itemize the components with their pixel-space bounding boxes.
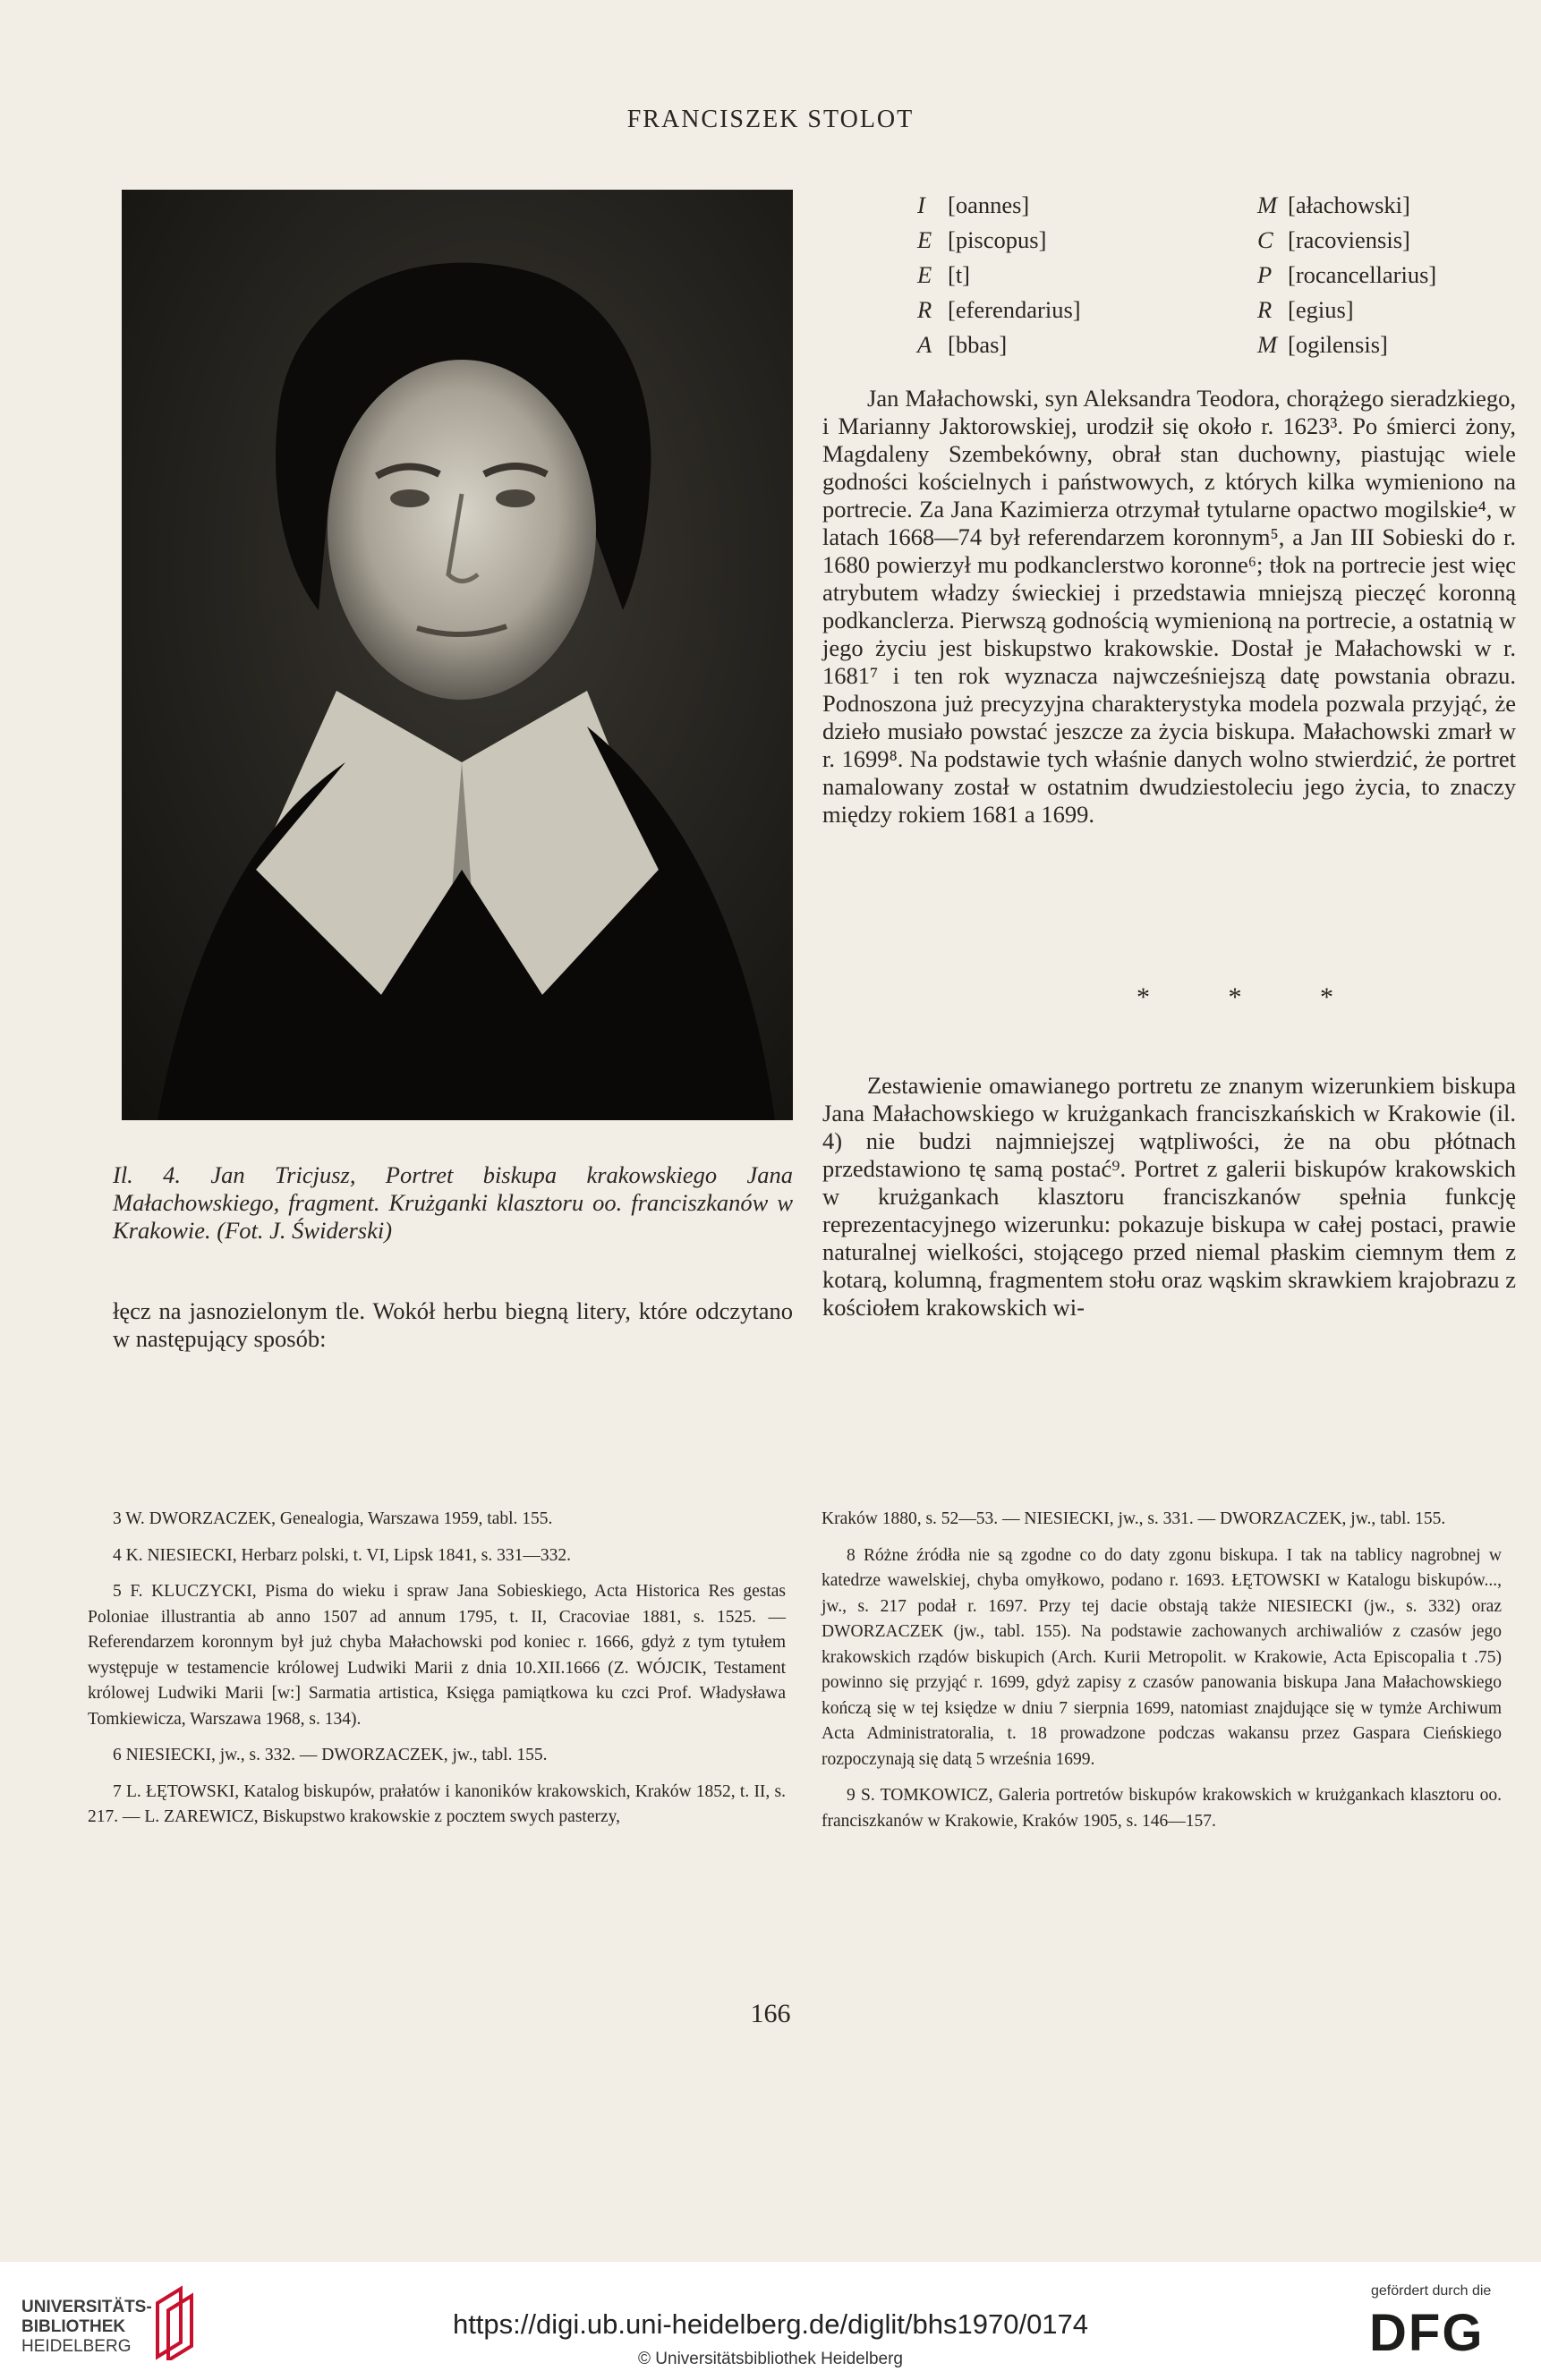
latin-expansion: [oannes] — [948, 191, 1030, 218]
latin-line — [1257, 223, 1436, 258]
section-separator: * * * — [1137, 982, 1369, 1012]
latin-expansion: [piscopus] — [948, 226, 1047, 253]
latin-initial: E — [917, 226, 932, 253]
latin-initial: R — [917, 296, 932, 323]
running-header: FRANCISZEK STOLOT — [626, 106, 915, 133]
funding-note: gefördert durch die — [1371, 2283, 1492, 2299]
latin-line — [1257, 188, 1436, 223]
latin-initial: A — [917, 331, 932, 358]
footnote: 5 F. KLUCZYCKI, Pisma do wieku i spraw Jana Sobieskiego, Acta Historica Res gestas Poloniae illustrantia ab anno 1507 ad annum 1795, t. II, Cracoviae 1881, s. 1525. — Referendarzem koronnym był już chyba Małachowski pod koniec r. 1666, gdyż z tym tytułem występuje w testamencie królowej Ludwiki Marii z dnia 10.XII.1666 (Z. WÓJCIK, Testament królowej Ludwiki Marii [w:] Sarmatia artistica, Księga pamiątkowa ku czci Prof. Władysława Tomkiewicza, Warszawa 1968, s. 134). — [88, 1582, 786, 1729]
body-paragraph: Jan Małachowski, syn Aleksandra Teodora, chorążego sieradzkiego, i Marianny Jaktorowskiej, urodził się około r. 1623³. Po śmierci żony, Magdaleny Szembekówny, obrał stan duchowny, piastując wiele godności kościelnych i państwowych, z których kilka wymieniono na portrecie. Za Jana Kazimierza otrzymał tytularne opactwo mogilskie⁴, w latach 1668—74 był referendarzem koronnym⁵, a Jan III Sobieski do r. 1680 powierzył mu podkanclerstwo koronne⁶; tłok na portrecie jest więc atrybutem władzy świeckiej i przedstawia mniejszą pieczęć koronną podkanclerza. Pierwszą godnością wymienioną na portrecie, a ostatnią w jego życiu jest biskupstwo krakowskie. Dostał je Małachowski w r. 1681⁷ i ten rok wyznacza najwcześniejszą datę powstania obrazu. Podnoszona już precyzyjna charakterystyka modela pozwala przyjąć, że dzieło musiało powstać jeszcze za życia biskupa. Małachowski zmarł w r. 1699⁸. Na podstawie tych właśnie danych wolno stwierdzić, że portret namalowany został w ostatnim dwudziestoleciu jego życia, to znaczy między rokiem 1681 a 1699. — [822, 385, 1516, 828]
latin-letters-left — [917, 188, 1081, 362]
latin-expansion: [t] — [948, 261, 971, 288]
footnote: 7 L. ŁĘTOWSKI, Katalog biskupów, prałatów i kanoników krakowskich, Kraków 1852, t. II, s. 217. — L. ZAREWICZ, Biskupstwo krakowskie z pocztem swych pasterzy, — [88, 1781, 786, 1826]
latin-expansion: [ałachowski] — [1288, 191, 1410, 218]
latin-line — [917, 293, 1081, 327]
footnotes-right — [822, 1507, 1502, 1845]
latin-initial: M — [1257, 331, 1278, 358]
latin-initial: C — [1257, 226, 1273, 253]
footnote: 3 W. DWORZACZEK, Genealogia, Warszawa 1959, tabl. 155. — [113, 1509, 553, 1528]
source-url-link[interactable]: https://digi.ub.uni-heidelberg.de/diglit/bhs1970/0174 — [452, 2308, 1089, 2340]
footnote-continuation: Kraków 1880, s. 52—53. — NIESIECKI, jw., s. 331. — DWORZACZEK, jw., tabl. 155. — [822, 1509, 1446, 1528]
latin-expansion: [egius] — [1288, 296, 1354, 323]
latin-expansion: [racoviensis] — [1288, 226, 1410, 253]
latin-line — [1257, 258, 1436, 293]
latin-initial: P — [1257, 261, 1273, 288]
page-number: 166 — [750, 1999, 791, 2028]
figure-caption: Il. 4. Jan Tricjusz, Portret biskupa krakowskiego Jana Małachowskiego, fragment. Krużganki klasztoru oo. franciszkanów w Krakowie. (Fot. J. Świderski) — [113, 1161, 793, 1244]
latin-line — [1257, 327, 1436, 362]
dfg-logo: DFG — [1369, 2304, 1485, 2362]
latin-line — [917, 327, 1081, 362]
footnote: 4 K. NIESIECKI, Herbarz polski, t. VI, Lipsk 1841, s. 331—332. — [113, 1545, 572, 1565]
copyright-text: © Universitätsbibliothek Heidelberg — [638, 2350, 903, 2368]
bishop-portrait-illustration — [122, 190, 793, 1120]
footnote: 6 NIESIECKI, jw., s. 332. — DWORZACZEK, jw., tabl. 155. — [113, 1746, 548, 1764]
latin-expansion: [rocancellarius] — [1288, 261, 1437, 288]
latin-expansion: [ogilensis] — [1288, 331, 1388, 358]
latin-line — [1257, 293, 1436, 327]
latin-expansion: [bbas] — [948, 331, 1008, 358]
library-name-line: BIBLIOTHEK — [21, 2317, 126, 2336]
latin-initial: I — [917, 191, 925, 218]
latin-expansion: [eferendarius] — [948, 296, 1081, 323]
footer-bar — [0, 2262, 1541, 2380]
latin-line — [917, 188, 1081, 223]
body-paragraph: Zestawienie omawianego portretu ze znanym wizerunkiem biskupa Jana Małachowskiego w krużgankach franciszkańskich w Krakowie (il. 4) nie budzi najmniejszej wątpliwości, że na obu płótnach przedstawiono tę samą postać⁹. Portret z galerii biskupów krakowskich w krużgankach klasztoru franciszkanów spełnia funkcję reprezentacyjnego wizerunku: pokazuje biskupa w całej postaci, prawie naturalnej wielkości, stojącego przed niemal płaskim ciemnym tłem z kotarą, kolumną, fragmentem stołu oraz wąskim skrawkiem krajobrazu z kościołem krakowskich wi- — [822, 1072, 1516, 1321]
latin-initial: R — [1257, 296, 1273, 323]
latin-letters-right — [1257, 188, 1436, 362]
latin-line — [917, 258, 1081, 293]
portrait-image — [122, 190, 793, 1120]
library-name-line: HEIDELBERG — [21, 2337, 132, 2356]
body-paragraph-left: łęcz na jasnozielonym tle. Wokół herbu biegną litery, które odczytano w następujący sposób: — [113, 1297, 793, 1352]
latin-line — [917, 223, 1081, 258]
latin-initial: M — [1257, 191, 1278, 218]
latin-initial: E — [917, 261, 932, 288]
library-name-line: UNIVERSITÄTS- — [21, 2298, 152, 2316]
footnote: 9 S. TOMKOWICZ, Galeria portretów biskupów krakowskich w krużgankach klasztoru oo. franciszkanów w Krakowie, Kraków 1905, s. 146—157. — [822, 1786, 1502, 1831]
footnote: 8 Różne źródła nie są zgodne co do daty zgonu biskupa. I tak na tablicy nagrobnej w katedrze wawelskiej, chyba omyłkowo, podano r. 1693. ŁĘTOWSKI w Katalogu biskupów..., jw., s. 217 podał r. 1697. Przy tej dacie obstają także NIESIECKI (jw., s. 332) oraz DWORZACZEK (jw., tabl. 155). Na podstawie zachowanych archiwaliów z czasów jego krakowskich rządów biskupich (Arch. Kurii Metropolit. w Krakowie, Acta Episcopalia t .75) powinno się przyjąć r. 1699, gdyż zapisy z czasów panowania biskupa Jana Małachowskiego kończą się w tej księdze w dniu 7 sierpnia 1699, natomiast znajdujące się w tymże Archiwum Acta Administratoralia, t. 18 prowadzone podczas wakansu przez Gaspara Cieńskiego rozpoczynają się datą 5 września 1699. — [822, 1545, 1502, 1769]
footnotes-left — [88, 1507, 786, 1841]
